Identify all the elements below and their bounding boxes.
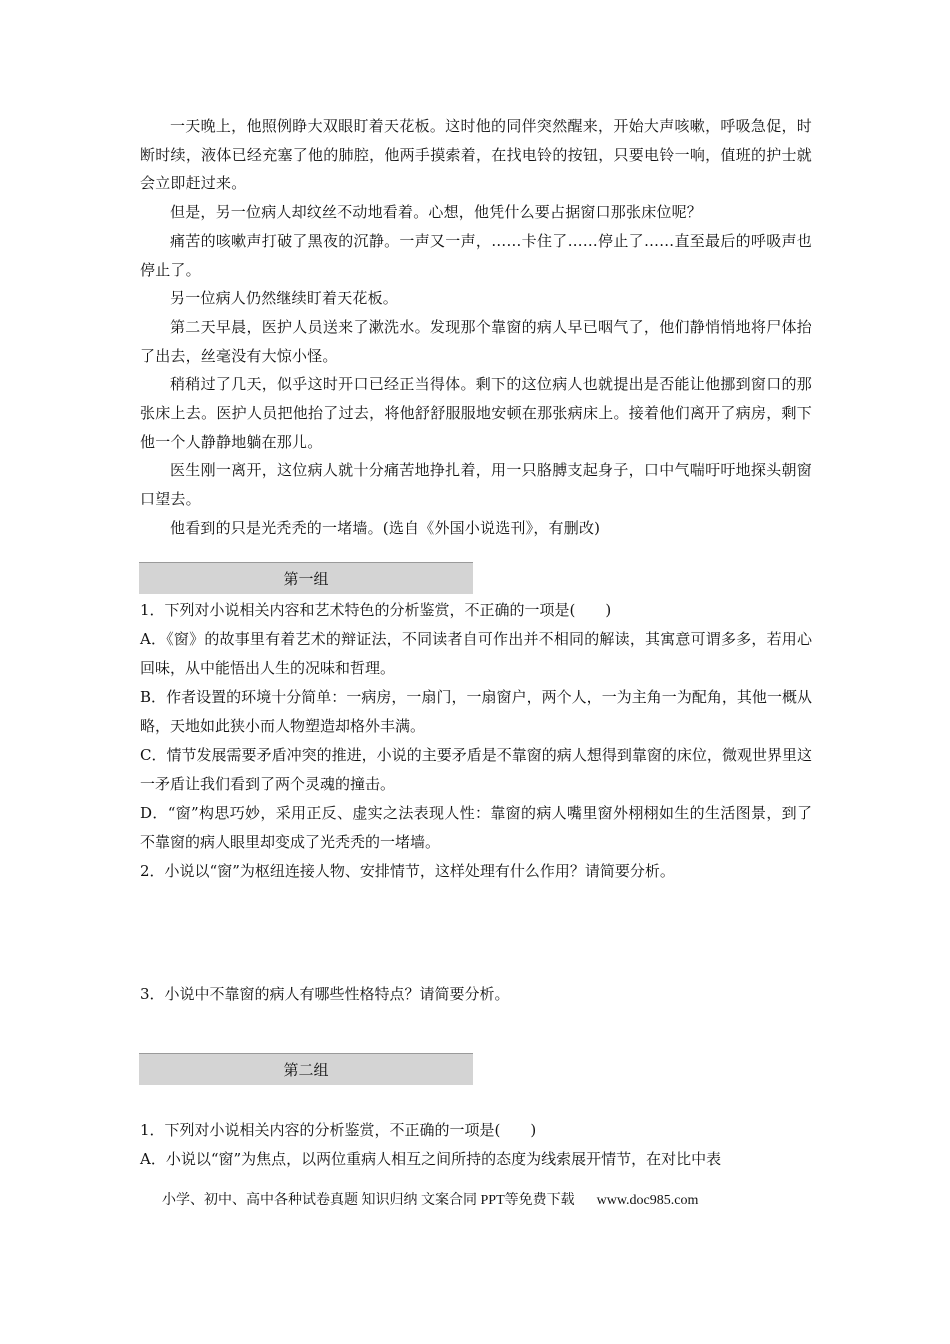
group2-q1-option-a: A．小说以“窗”为焦点，以两位重病人相互之间所持的态度为线索展开情节，在对比中表 [140,1150,722,1168]
group2-heading [139,1053,473,1085]
group1-q1-option-c: C．情节发展需要矛盾冲突的推进，小说的主要矛盾是不靠窗的病人想得到靠窗的床位，微观世界里这一矛盾让我们看到了两个灵魂的撞击。 [140,746,812,793]
group1-q2: 2．小说以“窗”为枢纽连接人物、安排情节，这样处理有什么作用？请简要分析。 [140,862,675,880]
group1-q1-option-d: D．“窗”构思巧妙，采用正反、虚实之法表现人性：靠窗的病人嘴里窗外栩栩如生的生活图景，到了不靠窗的病人眼里却变成了光秃秃的一堵墙。 [140,804,812,851]
group1-q1-option-a: A．《窗》的故事里有着艺术的辩证法，不同读者自可作出并不相同的解读，其寓意可谓多多，若用心回味，从中能悟出人生的况味和哲理。 [140,630,812,677]
group1-question-3 [140,980,812,1009]
group1-q1-stem: 1．下列对小说相关内容和艺术特色的分析鉴赏，不正确的一项是( ) [140,601,612,619]
story-paragraph-6: 稍稍过了几天，似乎这时开口已经正当得体。剩下的这位病人也就提出是否能让他挪到窗口的那张床上去。医护人员把他抬了过去，将他舒舒服服地安顿在那张病床上。接着他们离开了病房，剩下他一个人静静地躺在那儿。 [140,375,812,451]
story-paragraph-8: 他看到的只是光秃秃的一堵墙。(选自《外国小说选刊》，有删改) [170,518,601,537]
story-paragraph-2: 但是，另一位病人却纹丝不动地看着。心想，他凭什么要占据窗口那张床位呢？ [170,203,703,222]
group2-title: 第二组 [283,1061,329,1079]
group2-q1-stem: 1．下列对小说相关内容的分析鉴赏，不正确的一项是( ) [140,1121,537,1139]
story-paragraph-3: 痛苦的咳嗽声打破了黑夜的沉静。一声又一声，……卡住了……停止了……直至最后的呼吸声也停止了。 [140,231,812,279]
story-paragraph-7: 医生刚一离开，这位病人就十分痛苦地挣扎着，用一只胳膊支起身子，口中气喘吁吁地探头朝窗口望去。 [140,461,812,509]
page-footer [162,1190,862,1212]
group1-q1-option-b: B．作者设置的环境十分简单：一病房，一扇门，一扇窗户，两个人，一为主角一为配角，其他一概从略，天地如此狭小而人物塑造却格外丰满。 [140,688,812,735]
story-paragraph-1: 一天晚上，他照例睁大双眼盯着天花板。这时他的同伴突然醒来，开始大声咳嗽，呼吸急促，时断时续，液体已经充塞了他的肺腔，他两手摸索着，在找电铃的按钮，只要电铃一响，值班的护士就会立即赶过来。 [140,117,812,193]
story-paragraph-4: 另一位病人仍然继续盯着天花板。 [170,289,399,308]
group1-heading [139,562,473,594]
group2-questions [140,1116,812,1174]
story-paragraph-5: 第二天早晨，医护人员送来了漱洗水。发现那个靠窗的病人早已咽气了，他们静悄悄地将尸体抬了出去，丝毫没有大惊小怪。 [140,317,812,365]
group1-title: 第一组 [283,570,329,588]
story-excerpt [140,112,812,543]
footer-url[interactable]: www.doc985.com [596,1193,699,1208]
group1-q3: 3．小说中不靠窗的病人有哪些性格特点？请简要分析。 [140,985,510,1003]
footer-text: 小学、初中、高中各种试卷真题 知识归纳 文案合同 PPT等免费下载 [162,1193,575,1208]
group1-questions [140,596,812,886]
